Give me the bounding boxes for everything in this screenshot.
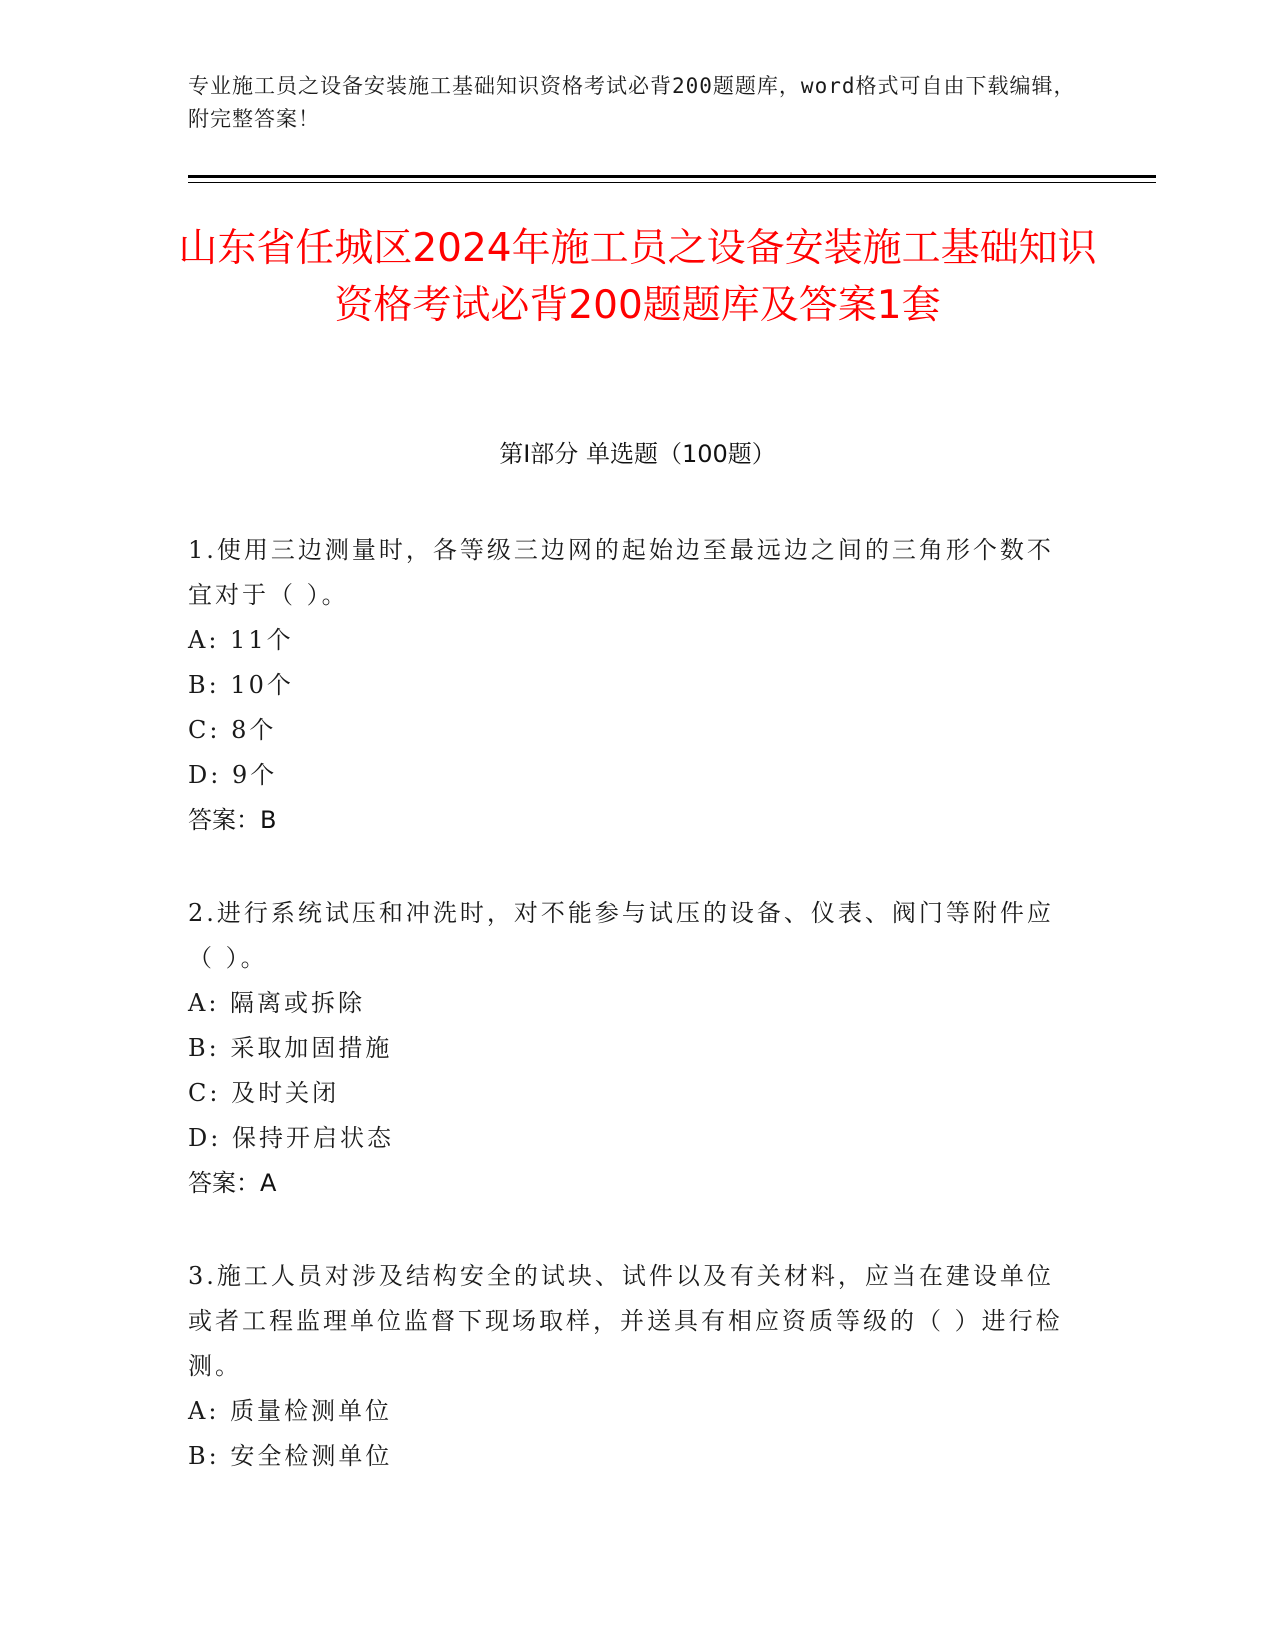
option-a: A: 11个 <box>188 626 294 654</box>
question-stem: 1.使用三边测量时，各等级三边网的起始边至最远边之间的三角形个数不宜对于（ ）。 <box>188 536 1054 609</box>
header-divider-thin <box>188 182 1156 183</box>
question-stem: 3.施工人员对涉及结构安全的试块、试件以及有关材料，应当在建设单位或者工程监理单位监督下现场取样，并送具有相应资质等级的（ ）进行检测。 <box>188 1262 1063 1380</box>
header-divider-thick <box>188 175 1156 178</box>
section-title: 第I部分 单选题（100题） <box>499 440 776 468</box>
option-d: D: 9个 <box>188 761 278 789</box>
option-a: A: 隔离或拆除 <box>188 989 366 1017</box>
header-note: 专业施工员之设备安装施工基础知识资格考试必背200题题库，word格式可自由下载编辑，附完整答案！ <box>188 74 1076 131</box>
answer-line: 答案：B <box>188 806 277 834</box>
question-item <box>188 891 1068 1206</box>
option-d: D: 保持开启状态 <box>188 1124 394 1152</box>
option-a: A: 质量检测单位 <box>188 1397 393 1425</box>
answer-line: 答案：A <box>188 1169 277 1197</box>
option-b: B: 安全检测单位 <box>188 1442 393 1470</box>
question-stem: 2.进行系统试压和冲洗时，对不能参与试压的设备、仪表、阀门等附件应（ ）。 <box>188 899 1054 972</box>
option-c: C: 及时关闭 <box>188 1079 340 1107</box>
question-list <box>188 528 1068 1527</box>
option-b: B: 采取加固措施 <box>188 1034 393 1062</box>
question-item <box>188 528 1068 843</box>
option-b: B: 10个 <box>188 671 294 699</box>
option-c: C: 8个 <box>188 716 277 744</box>
document-title: 山东省任城区2024年施工员之设备安装施工基础知识资格考试必背200题题库及答案1套 <box>178 226 1097 328</box>
question-item <box>188 1254 1068 1479</box>
